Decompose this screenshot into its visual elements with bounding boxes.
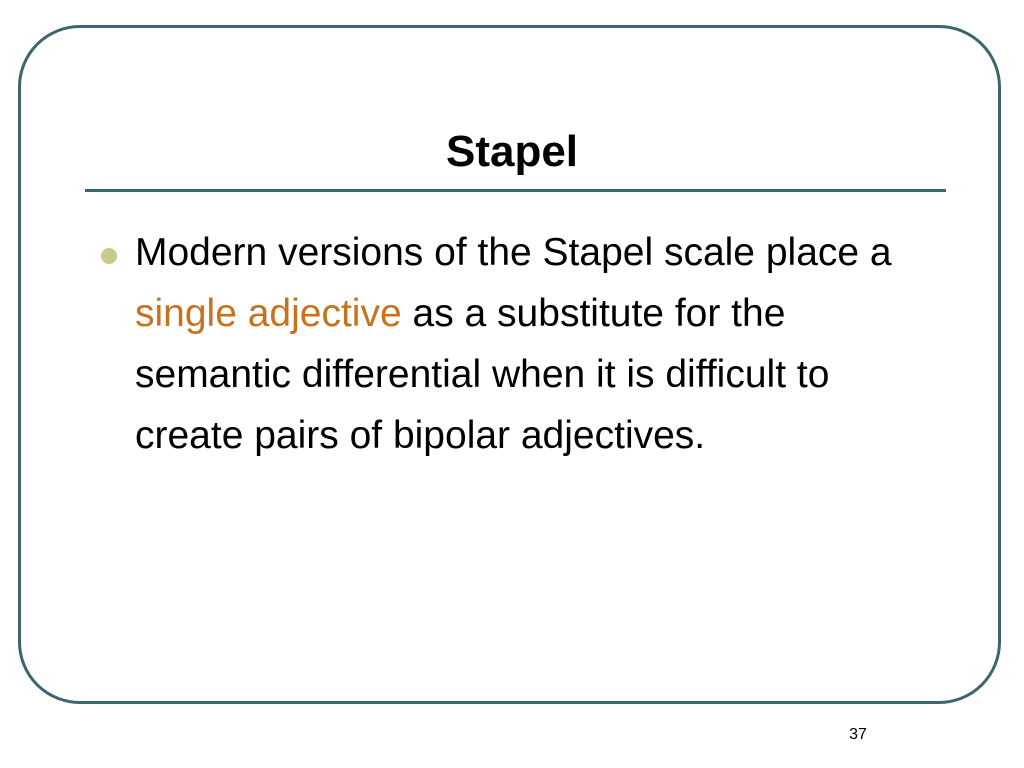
slide-number: 37 <box>849 726 867 743</box>
bullet-text-after: as a substitute for the semantic differential when it is difficult to create pairs of bipolar adjectives. <box>135 292 830 457</box>
bullet-dot-icon <box>101 248 117 264</box>
highlighted-term: single adjective <box>135 292 402 335</box>
title-divider <box>85 189 946 192</box>
bullet-text <box>135 222 935 466</box>
slide-title: Stapel <box>445 127 579 176</box>
bullet-text-before: Modern versions of the Stapel scale place a <box>135 231 892 274</box>
